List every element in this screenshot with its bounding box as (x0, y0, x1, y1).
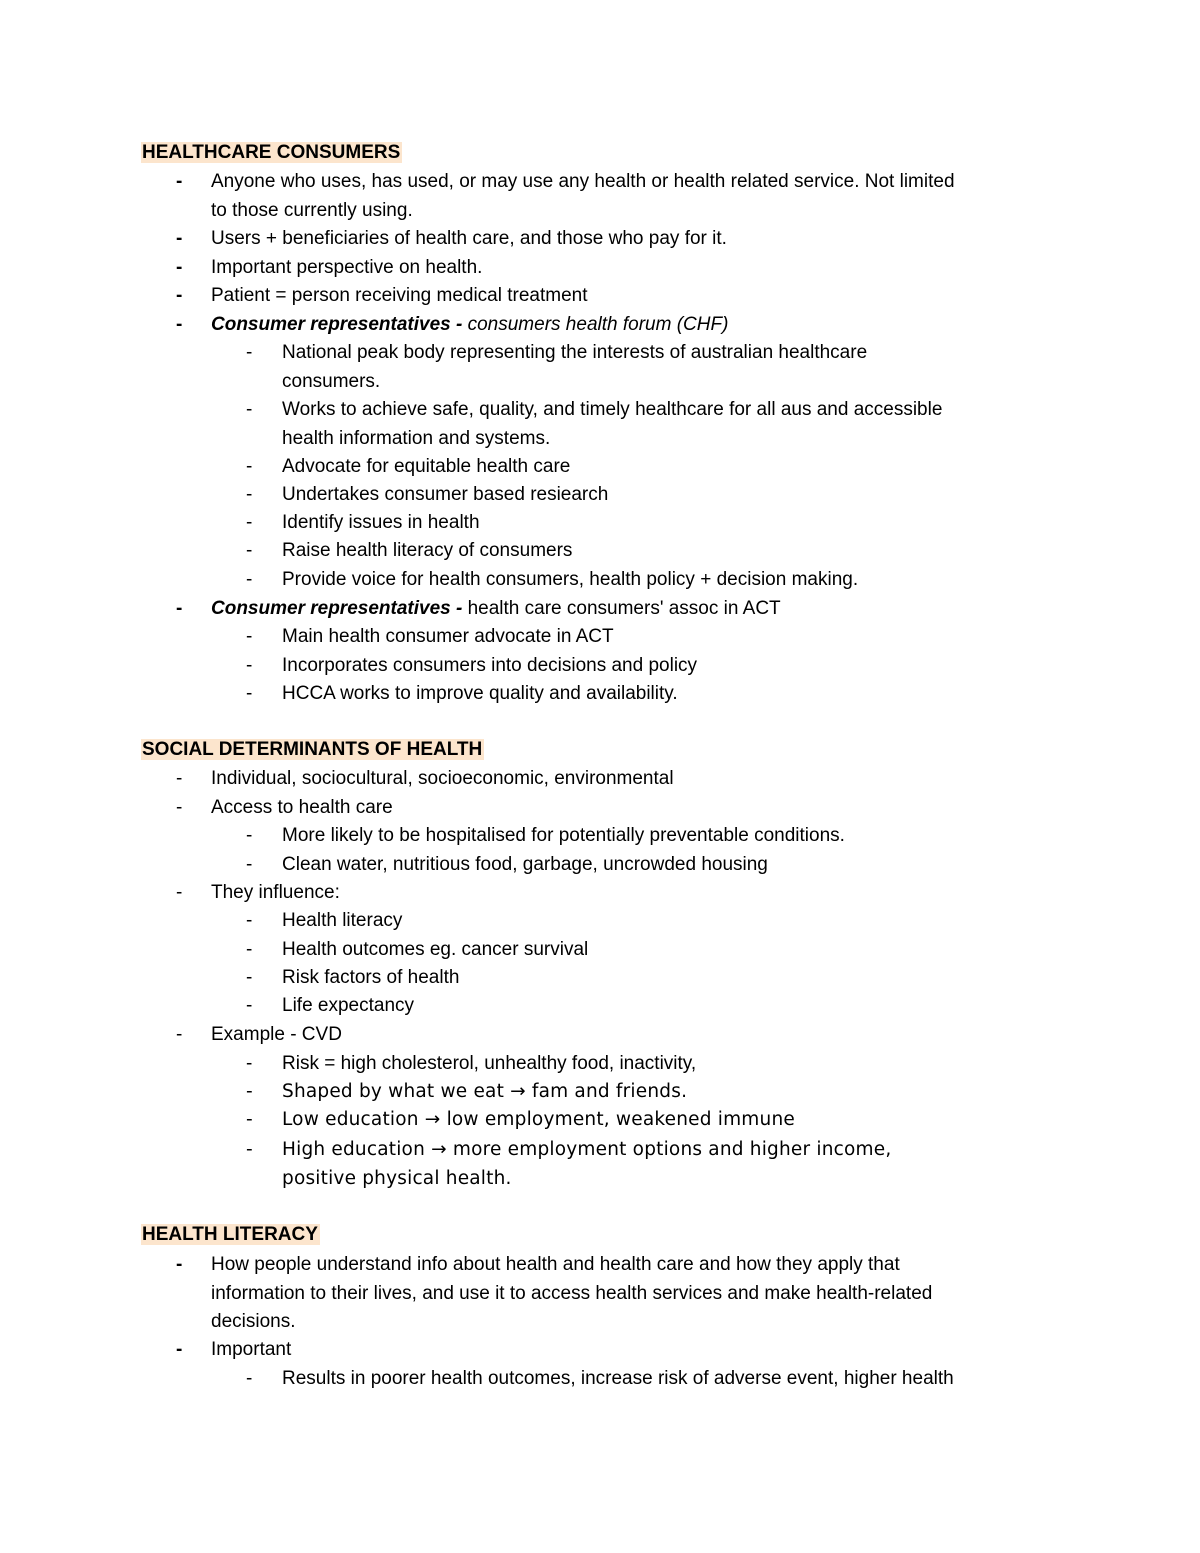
sub-list-item: - High education → more employment options and higher income, positive physical health. (246, 1139, 892, 1189)
list-item: - Users + beneficiaries of health care, and those who pay for it. (176, 228, 727, 249)
list-item: - Patient = person receiving medical treatment (176, 285, 588, 306)
sub-list-item: - Results in poorer health outcomes, increase risk of adverse event, higher health (246, 1368, 954, 1389)
sub-list-item: - Identify issues in health (246, 512, 480, 533)
list-item: - Example - CVD (176, 1024, 342, 1045)
sub-list-item: - More likely to be hospitalised for potentially preventable conditions. (246, 825, 845, 846)
sub-list-item: - Health outcomes eg. cancer survival (246, 939, 589, 960)
sub-list-item: - Main health consumer advocate in ACT (246, 626, 614, 647)
sub-list-item: - Provide voice for health consumers, health policy + decision making. (246, 569, 859, 590)
sub-list-item: - Risk = high cholesterol, unhealthy food, inactivity, (246, 1053, 697, 1074)
list-item: - Consumer representatives - health care consumers' assoc in ACT (176, 598, 781, 619)
sub-list-item: - Incorporates consumers into decisions and policy (246, 655, 698, 676)
sub-list-item: - Advocate for equitable health care (246, 456, 571, 477)
list-item: - Consumer representatives - consumers health forum (CHF) (176, 314, 729, 335)
section-heading-healthcare-consumers: HEALTHCARE CONSUMERS (142, 142, 401, 163)
list-item: - They influence: (176, 882, 340, 903)
sub-list-item: - National peak body representing the interests of australian healthcare consumers. (246, 342, 868, 392)
sub-list-item: - Risk factors of health (246, 967, 460, 988)
sub-list-item: - Clean water, nutritious food, garbage, uncrowded housing (246, 854, 768, 875)
list-item: - Individual, sociocultural, socioeconomic, environmental (176, 768, 674, 789)
sub-list-item: - Low education → low employment, weakened immune (246, 1109, 795, 1130)
section-heading-social-determinants: SOCIAL DETERMINANTS OF HEALTH (142, 739, 483, 760)
section-heading-health-literacy: HEALTH LITERACY (142, 1224, 318, 1245)
list-item: - Access to health care (176, 797, 393, 818)
list-item: - How people understand info about health and health care and how they apply that information to their lives, and use it to access health services and make health-related decisions. (176, 1254, 933, 1332)
sub-list-item: - Shaped by what we eat → fam and friends. (246, 1081, 688, 1102)
sub-list-item: - Health literacy (246, 910, 403, 931)
list-item: - Anyone who uses, has used, or may use any health or health related service. Not limited to those currently using. (176, 171, 955, 221)
list-item: - Important (176, 1339, 292, 1360)
sub-list-item: - HCCA works to improve quality and availability. (246, 683, 678, 704)
sub-list-item: - Life expectancy (246, 995, 415, 1016)
list-item: - Important perspective on health. (176, 257, 483, 278)
sub-list-item: - Undertakes consumer based resiearch (246, 484, 609, 505)
sub-list-item: - Works to achieve safe, quality, and timely healthcare for all aus and accessible health information and systems. (246, 399, 943, 449)
sub-list-item: - Raise health literacy of consumers (246, 540, 573, 561)
